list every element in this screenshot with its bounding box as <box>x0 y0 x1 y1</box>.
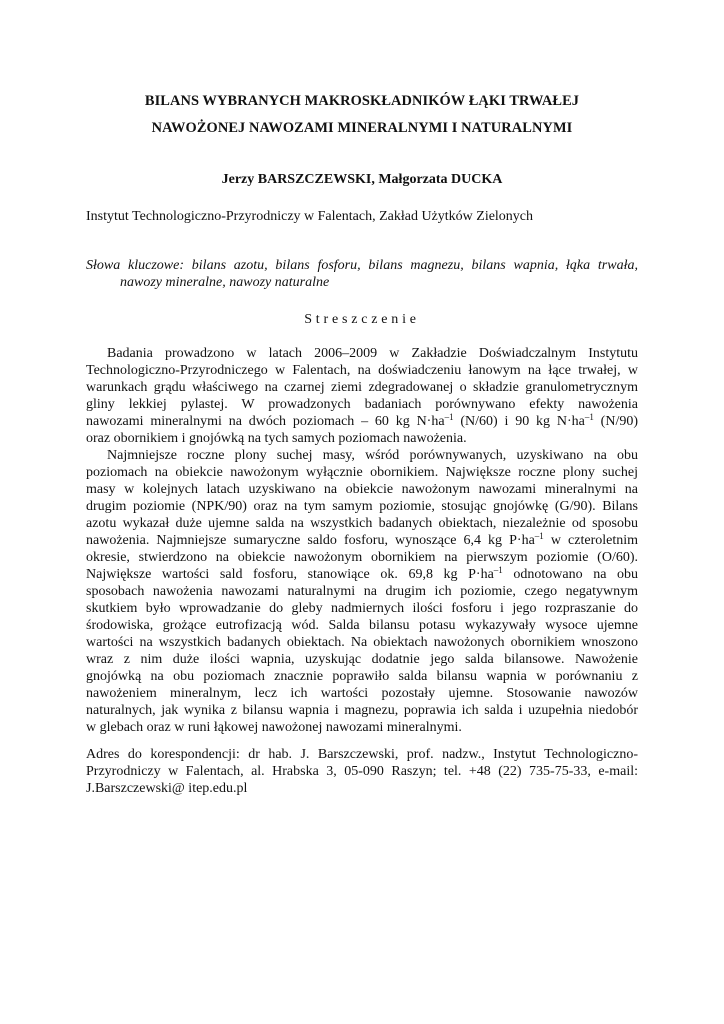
superscript: –1 <box>493 565 503 575</box>
superscript: –1 <box>584 412 594 422</box>
text-line: wartości na wszystkich badanych obiektach. Na obiektach nawożonych obornikiem wnoszono <box>86 635 638 650</box>
text-line: środowiska, grożące eutrofizacją wód. Salda bilansu potasu wykazywały wysoce ujemne <box>86 618 638 633</box>
text-line: oraz obornikiem i gnojówką na tych samych poziomach nawożenia. <box>86 431 467 446</box>
text-segment: (N/60) i 90 kg N·ha <box>453 414 585 429</box>
affiliation: Instytut Technologiczno-Przyrodniczy w Falentach, Zakład Użytków Zielonych <box>86 209 534 224</box>
keywords-line-1: Słowa kluczowe: bilans azotu, bilans fosforu, bilans magnezu, bilans wapnia, łąka trwała, <box>86 258 638 273</box>
text-segment: Największe wartości sald fosforu, stanowiące ok. 69,8 kg P·ha <box>86 567 494 582</box>
text-line: sposobach nawożenia nawozami naturalnymi na drugim ich poziomie, czego negatywnym <box>86 584 638 599</box>
text-line: nawożeniem mineralnym, lecz ich wartości pozostały ujemne. Stosowanie nawozów <box>86 686 638 701</box>
text-line: skutkiem było wprowadzanie do gleby nadmiernych ilości fosforu i jego rozpraszanie do <box>86 601 638 616</box>
text-line: Badania prowadzono w latach 2006–2009 w Zakładzie Doświadczalnym Instytutu <box>107 346 638 361</box>
text-line: wraz z nim duże ilości wapnia, uzyskując dodatnie jego salda bilansowe. Nawożenie <box>86 652 638 667</box>
keywords-line-2: nawozy mineralne, nawozy naturalne <box>120 275 330 290</box>
text-segment: nawożenia. Najmniejsze sumaryczne saldo fosforu, wynoszące 6,4 kg P·ha <box>86 533 535 548</box>
authors: Jerzy BARSZCZEWSKI, Małgorzata DUCKA <box>221 172 503 187</box>
text-line: naturalnych, jak wynika z bilansu wapnia i magnezu, poprawia ich salda i uzupełnia niedobór <box>86 703 638 718</box>
text-line: drugim poziomie (NPK/90) oraz na tym samym poziomie, stosując gnojówkę (G/90). Bilans <box>86 499 638 514</box>
superscript: –1 <box>444 412 454 422</box>
text-line <box>86 413 638 430</box>
text-line: w glebach oraz w runi łąkowej nawożonej nawozami mineralnymi. <box>86 720 462 735</box>
text-line: J.Barszczewski@ itep.edu.pl <box>86 781 248 796</box>
text-segment: nawozami mineralnymi na dwóch poziomach – 60 kg N·ha <box>86 414 445 429</box>
paper-title-line-2: NAWOŻONEJ NAWOZAMI MINERALNYMI I NATURALNYMI <box>151 120 573 136</box>
superscript: –1 <box>534 531 544 541</box>
abstract-paragraph-2 <box>86 447 638 736</box>
text-line: warunkach grądu właściwego na czarnej ziemi zdegradowanej o składzie granulometrycznym <box>86 380 638 395</box>
keywords <box>86 257 638 291</box>
correspondence-address <box>86 746 638 797</box>
text-segment: w czteroletnim <box>543 533 639 548</box>
text-line: gnojówką na obu poziomach znacznie poprawiło salda bilansu wapnia w porównaniu z <box>86 669 638 684</box>
abstract-paragraph-1 <box>86 345 638 447</box>
text-line: Najmniejsze roczne plony suchej masy, wśród porównywanych, uzyskiwano na obu <box>107 448 638 463</box>
text-line: Adres do korespondencji: dr hab. J. Barszczewski, prof. nadzw., Instytut Technologiczno- <box>86 747 638 762</box>
text-line: okresie, stwierdzono na obiekcie nawożonym obornikiem na pierwszym poziomie (O/60). <box>86 550 638 565</box>
text-line: masy w kolejnych latach uzyskiwano na obiekcie nawożonym nawozami mineralnymi na <box>86 482 638 497</box>
paper-title-line-1: BILANS WYBRANYCH MAKROSKŁADNIKÓW ŁĄKI TRWAŁEJ <box>144 93 580 109</box>
text-line <box>86 532 638 549</box>
text-line <box>86 566 638 583</box>
text-line: Technologiczno-Przyrodniczego w Falentach, na doświadczeniu łanowym na łące trwałej, w <box>86 363 638 378</box>
text-line: azotu wykazał duże ujemne salda na wszystkich badanych obiektach, niezależnie od sposobu <box>86 516 638 531</box>
text-line: poziomach na obiekcie nawożonym wyłącznie obornikiem. Największe roczne plony suchej <box>86 465 638 480</box>
text-line: Przyrodniczy w Falentach, al. Hrabska 3, 05-090 Raszyn; tel. +48 (22) 735-75-33, e-mail: <box>86 764 638 779</box>
text-segment: (N/90) <box>593 414 639 429</box>
text-line: gliny lekkiej pylastej. W prowadzonych badaniach porównywano efekty nawożenia <box>86 397 638 412</box>
text-segment: odnotowano na obu <box>502 567 638 582</box>
abstract-heading: Streszczenie <box>304 312 420 327</box>
